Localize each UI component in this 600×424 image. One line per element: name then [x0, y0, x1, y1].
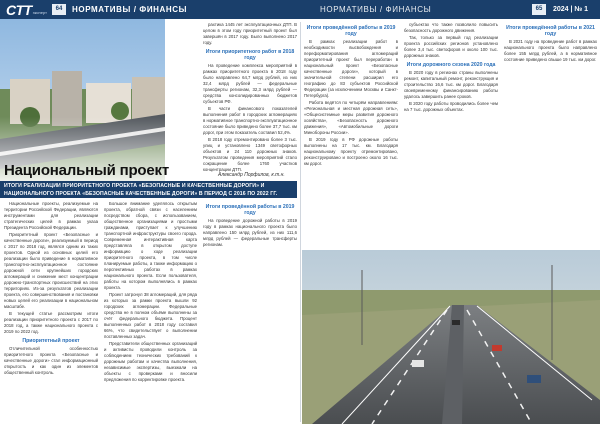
- subheading: Итоги приоритетного работ в 2018 году: [205, 49, 295, 62]
- text-column-2: [104, 201, 197, 423]
- subheading: Итоги проведённой работы в 2019 году: [205, 204, 295, 217]
- city-photo: [0, 19, 165, 182]
- text-column-5: [404, 22, 498, 248]
- highway-photo: [302, 250, 600, 424]
- paragraph: рахтика 1445 лет эксплуатационных ДТП. В целом в этом году приоритетный проект был завершён в 2017 году. Было выполнено 2017 году.: [203, 22, 297, 45]
- header-bar-left: [0, 0, 300, 19]
- issue-number: 2024 | № 1: [553, 6, 589, 13]
- magazine-logo[interactable]: [6, 1, 47, 18]
- text-column-1: [4, 201, 98, 423]
- page-divider: [300, 22, 301, 422]
- paragraph: Большое внимание уделялось открытым проекта, обратной связи с населением посредством сбора, с использованием, общественное организациями и простыми гражданами, приступает к улучшению транспортной инфраструктуры своего города. Современная интерактивная карта представляла в открытом доступе информацию о ходе реализации приоритетного проекта, в том числе планируемые работы, а также информацию о перспективных работах в рамках национального проекта. Если пользователя, работы на котором выполнялись в рамках проекта.: [104, 201, 197, 290]
- paragraph: На проведение комплекса мероприятий в рамках приоритетного проекта в 2018 году было направлено 64,7 млрд рублей, из них 32,4 млрд рублей — федеральные трансферты регионам, 32,3 млрд рублей — средства консолидированных бюджетов субъектов РФ.: [203, 63, 297, 105]
- subheading: Приоритетный проект: [22, 338, 80, 344]
- section-title-right: НОРМАТИВЫ / ФИНАНСЫ: [320, 5, 432, 14]
- text-column-3: [203, 22, 297, 177]
- paragraph: Проект затронул 38 агломераций, для ряда из которых за рамки проекта вышли 92 городских агломерации. Федеральные средства не в полном объёме выполнены за счёт федерального бюджета. Процент выполненных работ в 2018 году составил 66%, что свидетельствует о выполнении поставленных задач.: [104, 292, 197, 339]
- text-column-4: [304, 22, 398, 248]
- page-number-left: 64: [52, 4, 66, 15]
- paragraph: В 2020 году в регионах страны выполнены ремонт, капитальный ремонт, реконструкция и строительство 16,6 тыс. км дорог. Благодаря своевременному финансированию работы удалось завершить ранее сроков.: [404, 70, 498, 100]
- paragraph: В 2019 году в РФ дорожные работы выполнены на 17 тыс. км. Благодаря национальному проекту отремонтировано, реконструировано и построено около 16 тыс. км дорог.: [304, 137, 398, 167]
- paragraph: Так, только за первый год реализации проекта российских регионов установлено более 3,4 тыс. светофоров и около 100 тыс. дорожных знаков.: [404, 35, 498, 58]
- text-column-6: [504, 22, 597, 248]
- paragraph: Приоритетный проект «Безопасные и качественные дороги», реализуемый в период с 2017 по 2018 год, являлся одним из таких проектов. Одной из основных целей его реализации было приведение в нормативное транспортно-эксплуатационное состояние дорожной сети крупнейших городских агломераций и снижение мест концентрации дорожно-транспортных происшествий на этих территориях. Из-за результатов реализации проекта, его совершенствования и постановки новых целей его реализации в национальном масштабе.: [4, 232, 98, 309]
- page-number-right: 65: [532, 4, 546, 15]
- subheading: Итоги проведённой работы в 2019 году: [306, 25, 396, 38]
- paragraph: Представители общественных организаций и активисты проводили контроль за соблюдением технических требований к дорожным работам и качества выполнения, независимые экспертизы, выезжали на объекты с проверками и вносили предложения по корректировке проекта.: [104, 341, 197, 382]
- article-subtitle-line-2: НАЦИОНАЛЬНОГО ПРОЕКТА «БЕЗОПАСНЫЕ КАЧЕСТВЕННЫЕ ДОРОГИ» В ПЕРИОД С 2016 ПО 2022 ГГ.: [4, 190, 278, 197]
- article-author: Александр Порфилов, к.т.н.: [218, 172, 285, 178]
- text-column-3-continued: [203, 201, 297, 423]
- paragraph: В части финансового показателей выполнения работ в городских агломерациях в нормативное транспортно-эксплуатационное состояние было приведено более 37,7 тыс. км дорог, при этом показатель составил 52,4%.: [203, 106, 297, 136]
- paragraph: В текущей статье рассмотрим итоги реализации приоритетного проекта с 2017 по 2018 год, а также национального проекта с 2019 по 2022 год.: [4, 311, 98, 334]
- logo-subtext: эксперт: [32, 10, 47, 15]
- article-title: Национальный проект: [4, 162, 169, 179]
- article-subtitle-line-1: ИТОГИ РЕАЛИЗАЦИИ ПРИОРИТЕТНОГО ПРОЕКТА «БЕЗОПАСНЫЕ И КАЧЕСТВЕННЫЕ ДОРОГИ» И: [4, 183, 265, 189]
- article-subtitle-banner: [0, 181, 297, 198]
- section-title-left: НОРМАТИВЫ / ФИНАНСЫ: [72, 5, 188, 14]
- subheading: Итоги дорожного сезона 2020 года: [406, 62, 496, 68]
- paragraph: На проведение дорожной работы в 2019 году в рамках национального проекта было направлено 150 млрд рублей, из них 111,6 млрд рублей — федеральные трансферты регионам.: [203, 218, 297, 248]
- subheading: Итоги проведённой работы в 2021 году: [506, 25, 595, 38]
- paragraph: Национальные проекты, реализуемые на территории Российской Федерации, являются инструментами для реализации стратегических целей в рамках указа Президента Российской Федерации.: [4, 201, 98, 230]
- paragraph: В 2021 году на проведение работ в рамках национального проекта было направлено более 155 млрд рублей, а в нормативное состояние приведено свыше 19 тыс. км дорог.: [504, 39, 597, 63]
- paragraph: В 2020 году работы проводились более чем на 7 тыс. дорожных объектах.: [404, 101, 498, 113]
- paragraph: субъектах что также позволило повысить безопасность дорожного движения.: [404, 22, 498, 33]
- paragraph: В рамках реализации работ в необходимости высвобождения и переформатирования агломераций приоритетный проект был переработан в национальный проект «Безопасные качественные дороги», который в значительной степени расширил его географию до 83 субъектов Российской Федерации (за исключением Москвы и Санкт-Петербурга).: [304, 39, 398, 99]
- logo-text: CTT: [6, 1, 32, 18]
- paragraph: Отличительной особенностью приоритетного проекта «Безопасные и качественные дороги» стал информационный открытость и как один из элементов общественный контроль.: [4, 346, 98, 376]
- paragraph: Работа ведётся по четырём направлениям: «Региональная и местная дорожная сеть», «Общесистемные меры развития дорожного хозяйства», «Безопасность дорожного движения», «Автомобильные дороги Минобороны России».: [304, 100, 398, 136]
- paragraph: В 2018 году отремонтировано более 3 тыс. улиц и установлено 1349 светофорных объектов и 24 110 дорожных знаков. Результатом проведения мероприятий стало сокращение более 1760 участков концентрации ДТП.: [203, 137, 297, 173]
- header-bar-right: [300, 0, 600, 19]
